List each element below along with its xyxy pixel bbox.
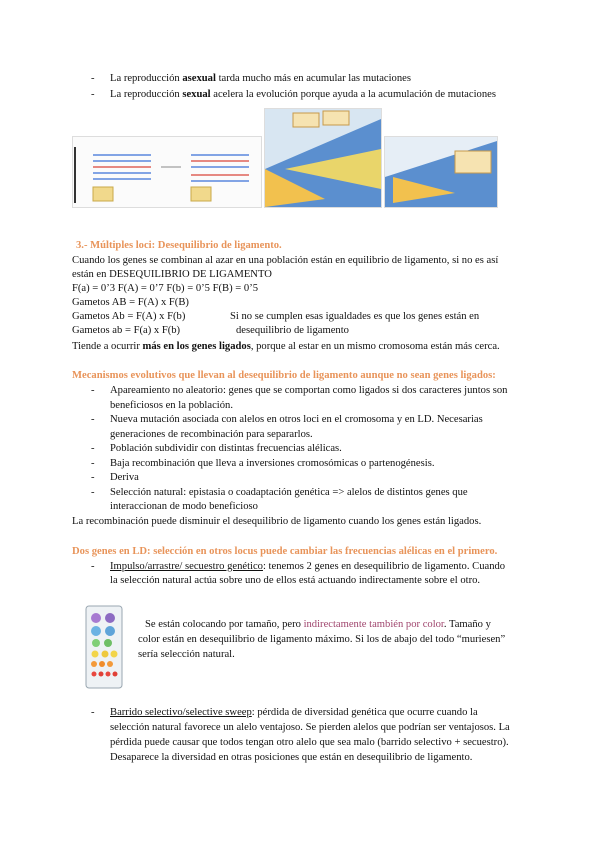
text: : pérdida de diversidad genética que ocurre cuando la: [251, 707, 478, 718]
bullet-dash: -: [91, 89, 95, 100]
side-note: Si no se cumplen esas igualdades es que los genes están en: [230, 311, 480, 322]
text: , porque al estar en un mismo cromosoma están más cerca.: [250, 341, 500, 352]
text: La reproducción: [110, 89, 183, 100]
mechanism-item-line: Nueva mutación asociada con alelos en otros loci en el cromosoma y en LD. Necesarias: [110, 414, 483, 425]
figure-recombination-lines: [72, 136, 262, 208]
paragraph-line: están en DESEQUILIBRIO DE LIGAMENTO: [72, 269, 272, 280]
figure-mutation-fan-2: [384, 136, 498, 208]
mechanism-item-line: Apareamiento no aleatorio: genes que se comportan como ligados si dos caracteres juntos son: [110, 385, 508, 396]
paragraph-line: pérdida puede causar que todos tengan otro alelo que sea malo (barrido selectivo + secuestro).: [110, 737, 509, 748]
text: La reproducción: [110, 73, 183, 84]
bullet-dash: -: [91, 457, 95, 469]
mechanism-item-line: Deriva: [110, 472, 139, 483]
mechanism-item-line: Población subdividir con distintas frecuencias alélicas.: [110, 443, 342, 454]
tendency-line: [72, 340, 500, 355]
jar-caption-line: color están en desequilibrio de ligamento máximo. Si los de abajo del todo “muriesen”: [138, 634, 506, 645]
figure-mutation-fan: [264, 108, 382, 208]
side-note: desequilibrio de ligamento: [236, 325, 349, 336]
text: acelera la evolución porque ayuda a la acumulación de mutaciones: [210, 89, 496, 100]
paragraph-line: selección natural favorece un alelo ventajoso. Se pierden alelos que podrían ser ventajosos. La: [110, 722, 510, 733]
mechanism-item-line: Baja recombinación que lleva a inversiones cromosómicas o partenogénesis.: [110, 457, 435, 469]
bullet-dash: -: [91, 561, 95, 572]
text: Se están colocando por tamaño, pero: [145, 619, 304, 630]
bullet-dash: -: [91, 472, 95, 483]
mechanism-item-line: interaccionan de modo beneficioso: [110, 501, 258, 512]
sorted-balls-jar-image: [84, 604, 124, 690]
bold-text: sexual: [182, 89, 211, 100]
mechanism-item-line: generaciones de recombinación para separarlos.: [110, 428, 313, 440]
gametes-ab-3: Gametos ab = F(a) x F(b): [72, 325, 181, 336]
mechanism-item-line: Selección natural: epistasia o coadaptación genética => alelos de distintos genes que: [110, 486, 468, 498]
mechanisms-heading: Mecanismos evolutivos que llevan al desequilibrio de ligamento aunque no sean genes ligados:: [72, 370, 496, 381]
paragraph-line: Cuando los genes se combinan al azar en una población están en equilibrio de ligamento, si no es así: [72, 255, 499, 266]
highlighted-text: indirectamente también por color: [303, 619, 444, 630]
section-heading: 3.- Múltiples loci: Desequilibrio de ligamento.: [76, 240, 282, 251]
bullet-dash: -: [91, 707, 95, 718]
bold-text: más en los genes ligados: [142, 341, 251, 352]
closing-line: La recombinación puede disminuir el desequilibrio de ligamento cuando los genes están ligados.: [72, 516, 482, 527]
jar-caption-line: [145, 618, 491, 633]
bullet-dash: -: [91, 443, 95, 454]
bullet-hitchhiking: [110, 560, 505, 575]
frequencies: F(a) = 0’3 F(A) = 0’7 F(b) = 0’5 F(B) = 0’5: [72, 283, 259, 294]
bullet-dash: -: [91, 385, 95, 396]
underlined-term: Impulso/arrastre/ secuestro genético: [110, 561, 263, 572]
jar-caption-line: sería selección natural.: [138, 649, 235, 660]
bold-text: asexual: [182, 73, 216, 84]
text: . Tamaño y: [443, 619, 491, 630]
text: Tiende a ocurrir: [72, 341, 143, 352]
paragraph-line: Desaparece la diversidad en otras posiciones que están en desequilibrio de ligamento.: [110, 752, 473, 763]
underlined-term: Barrido selectivo/selective sweep: [110, 707, 252, 718]
bullet-dash: -: [91, 414, 95, 425]
gametes-ab-2: Gametos Ab = F(A) x F(b): [72, 311, 186, 322]
paragraph-line: la selección natural actúa sobre uno de ellos está actuando indirectamente sobre el otro.: [110, 575, 481, 586]
bullet-dash: -: [91, 73, 95, 84]
text: tarda mucho más en acumular las mutaciones: [215, 73, 411, 84]
mechanism-item-line: beneficiosos en la población.: [110, 399, 233, 411]
text: : tenemos 2 genes en desequilibrio de ligamento. Cuando: [262, 561, 506, 572]
gametes-ab: Gametos AB = F(A) x F(B): [72, 297, 189, 308]
bullet-selective-sweep: [110, 706, 478, 721]
two-genes-heading: Dos genes en LD: selección en otros locus puede cambiar las frecuencias alélicas en el primero.: [72, 546, 498, 557]
bullet-dash: -: [91, 486, 95, 498]
